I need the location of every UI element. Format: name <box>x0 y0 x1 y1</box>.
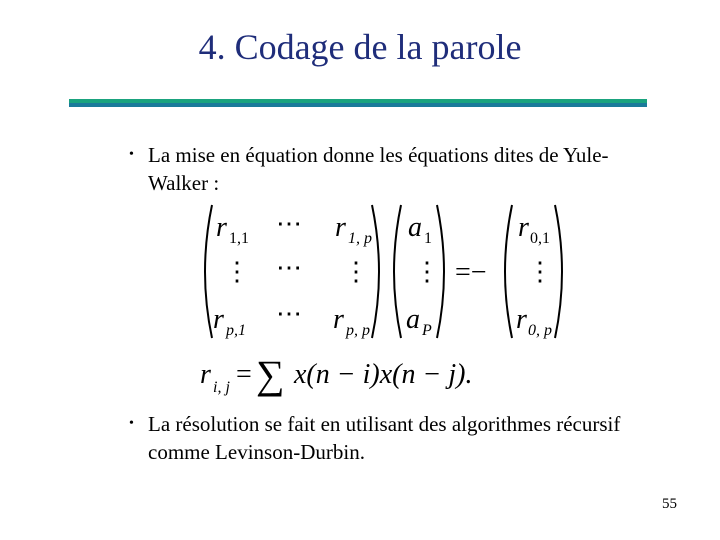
entry-rpp: r <box>333 304 344 335</box>
entry-r01: r <box>518 212 529 243</box>
entry-r11-sub: 1,1 <box>229 230 249 247</box>
bullet-marker: • <box>129 147 134 162</box>
def-lhs-sub: i, j <box>213 379 230 396</box>
underline-band-teal <box>69 103 647 107</box>
vector-r0-right-paren <box>555 205 562 338</box>
slide-title: 4. Codage de la parole <box>198 27 522 67</box>
title-underline <box>69 99 647 108</box>
entry-hdots-row3: ⋯ <box>276 299 302 328</box>
entry-r1p-sub: 1, p <box>348 230 372 247</box>
entry-a1-sub: 1 <box>424 230 432 247</box>
entry-rp1-sub: p,1 <box>226 322 246 339</box>
entry-r01-sub: 0,1 <box>530 230 550 247</box>
entry-ap: a <box>406 304 420 335</box>
vector-a-left-paren <box>394 205 401 338</box>
entry-ap-sub: P <box>422 322 432 339</box>
def-rhs: x(n − i)x(n − j). <box>294 359 473 390</box>
entry-r0p: r <box>516 304 527 335</box>
vector-a-right-paren <box>437 205 444 338</box>
equals-minus-sign: =− <box>455 257 487 288</box>
matrix-right-paren <box>372 205 379 338</box>
entry-a1: a <box>408 212 422 243</box>
entry-hdots-row2: ⋯ <box>276 253 302 282</box>
page-number: 55 <box>662 496 677 512</box>
entry-vdots-col1: ⋮ <box>224 257 250 286</box>
entry-rpp-sub: p, p <box>346 322 370 339</box>
entry-vdots-col3: ⋮ <box>343 257 369 286</box>
bullet-marker: • <box>129 416 134 431</box>
def-equals: = <box>236 359 252 390</box>
def-lhs: r <box>200 359 211 390</box>
bullet-2-text: La résolution se fait en utilisant des algorithmes récursif comme Levinson-Durbin. <box>148 412 621 464</box>
vector-r0-left-paren <box>505 205 512 338</box>
bullet-1-text: La mise en équation donne les équations dites de Yule-Walker : <box>148 143 609 195</box>
entry-vdots-a: ⋮ <box>414 257 440 286</box>
entry-rp1: r <box>213 304 224 335</box>
entry-r0p-sub: 0, p <box>528 322 552 339</box>
def-sum-sign: ∑ <box>256 352 285 397</box>
matrix-left-paren <box>205 205 212 338</box>
entry-vdots-r0: ⋮ <box>527 257 553 286</box>
entry-r11: r <box>216 212 227 243</box>
entry-r1p: r <box>335 212 346 243</box>
entry-hdots-row1: ⋯ <box>276 209 302 238</box>
